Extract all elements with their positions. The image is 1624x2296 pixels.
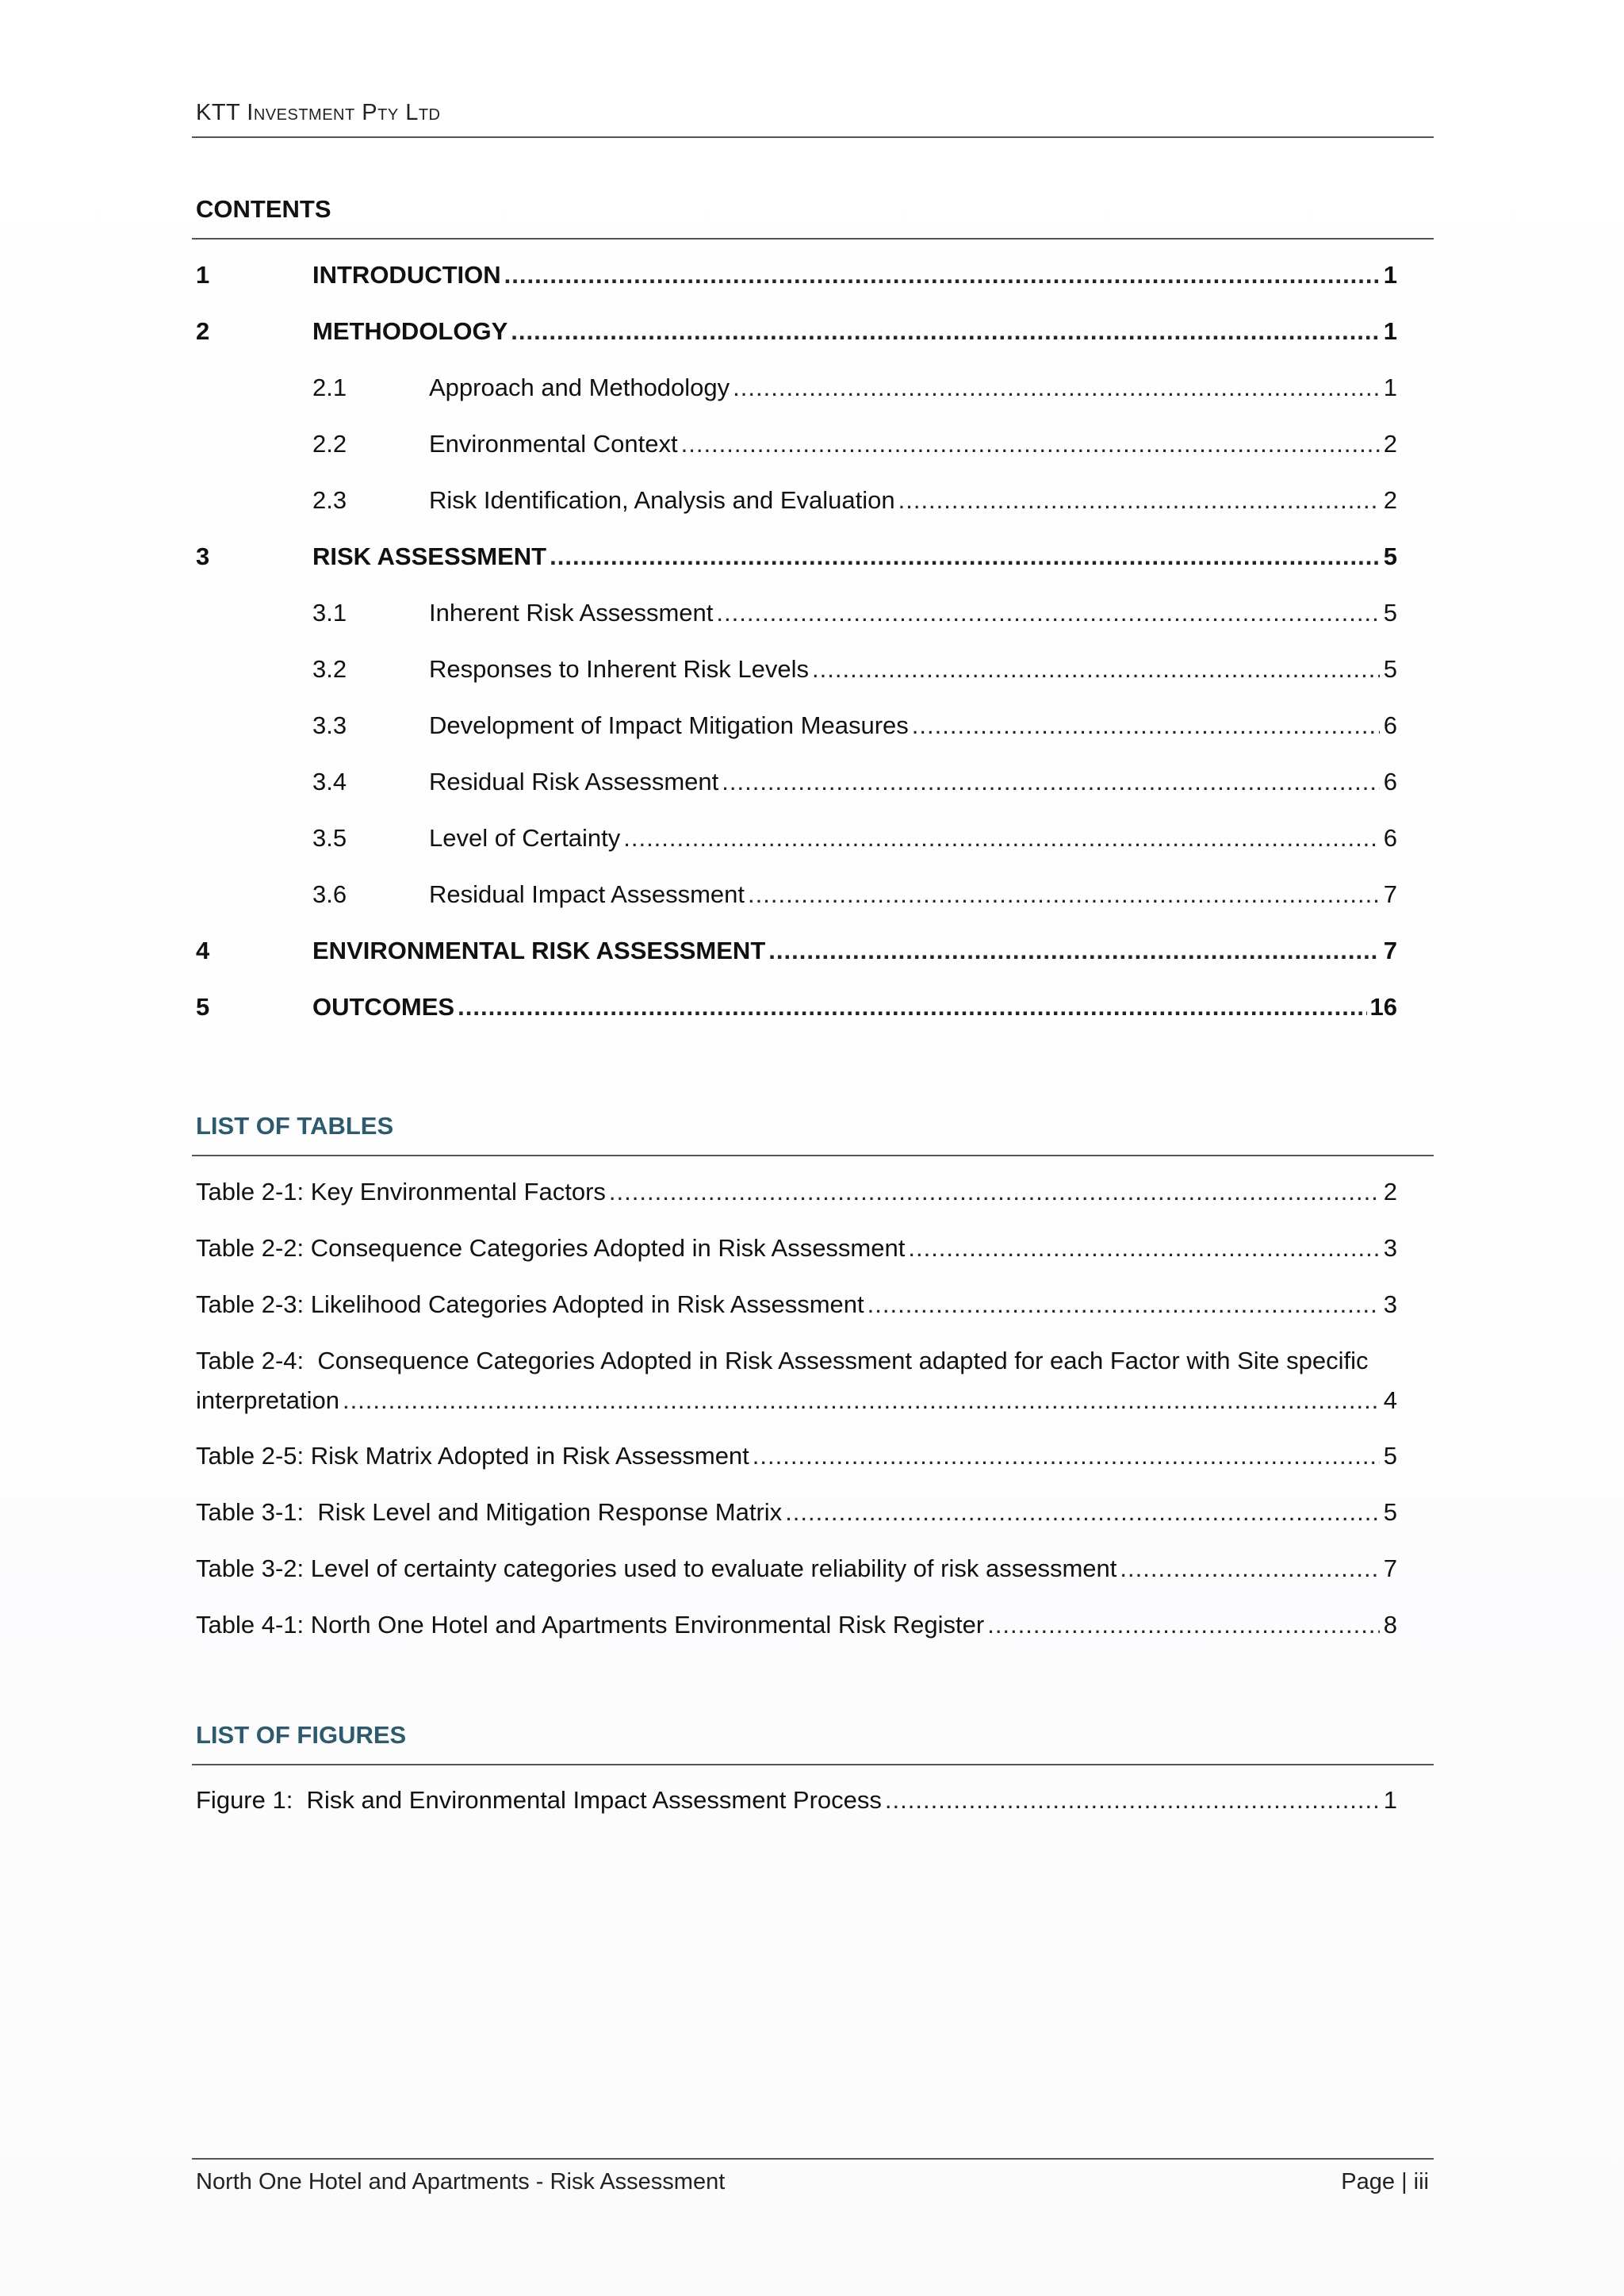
toc-entry-title: Residual Impact Assessment <box>429 880 745 908</box>
table-entry-page: 4 <box>1383 1386 1397 1414</box>
toc-dot-leader <box>898 485 1380 516</box>
toc-entry[interactable] <box>196 316 1397 347</box>
toc-entry-page: 5 <box>1383 599 1397 627</box>
toc-entry-page: 2 <box>1383 486 1397 514</box>
table-entry-page: 3 <box>1383 1234 1397 1262</box>
toc-dot-leader <box>716 597 1380 629</box>
toc-entry-title: INTRODUCTION <box>312 261 501 289</box>
toc-subentry[interactable] <box>312 654 1397 685</box>
toc-entry-number: 3 <box>196 542 210 570</box>
table-list-entry[interactable] <box>196 1440 1397 1472</box>
footer-page-number: Page | iii <box>1341 2169 1429 2194</box>
table-entry-page: 5 <box>1383 1498 1397 1526</box>
figure-list-entry[interactable] <box>196 1784 1397 1816</box>
table-entry-title: Table 2-3: Likelihood Categories Adopted in Risk Assessment <box>196 1290 864 1318</box>
toc-entry-page: 6 <box>1383 711 1397 739</box>
toc-entry-title: Inherent Risk Assessment <box>429 599 714 627</box>
toc-entry-number: 3.2 <box>312 655 347 683</box>
table-entry-title: Table 4-1: North One Hotel and Apartments Environmental Risk Register <box>196 1611 985 1639</box>
toc-entry-title: Approach and Methodology <box>429 374 730 401</box>
toc-subentry[interactable] <box>312 597 1397 629</box>
table-list-entry[interactable] <box>196 1289 1397 1320</box>
toc-dot-leader <box>550 541 1380 573</box>
toc-entry-title: OUTCOMES <box>312 993 455 1021</box>
toc-entry-title: METHODOLOGY <box>312 317 508 345</box>
toc-entry-page: 2 <box>1383 430 1397 458</box>
table-entry-page: 7 <box>1383 1554 1397 1582</box>
toc-entry-number: 3.1 <box>312 599 347 627</box>
toc-entry-page: 16 <box>1369 993 1397 1021</box>
page-footer <box>192 2158 1434 2199</box>
toc-dot-leader <box>812 654 1380 685</box>
toc-subentry[interactable] <box>312 766 1397 798</box>
table-list-entry[interactable] <box>196 1176 1397 1208</box>
toc-entry[interactable] <box>196 935 1397 967</box>
toc-dot-leader <box>504 259 1380 291</box>
toc-dot-leader <box>868 1289 1380 1320</box>
table-list-entry[interactable] <box>196 1553 1397 1585</box>
toc-dot-leader <box>785 1497 1380 1528</box>
table-entry-title-continued: interpretation <box>196 1386 339 1414</box>
toc-entry-title: Responses to Inherent Risk Levels <box>429 655 810 683</box>
toc-dot-leader <box>609 1176 1380 1208</box>
toc-entry[interactable] <box>196 541 1397 573</box>
toc-entry-page: 6 <box>1383 824 1397 852</box>
toc-entry-title: ENVIRONMENTAL RISK ASSESSMENT <box>312 937 766 964</box>
toc-entry-page: 7 <box>1383 937 1397 964</box>
table-list-entry[interactable] <box>196 1497 1397 1528</box>
toc-entry-number: 2 <box>196 317 210 345</box>
table-entry-page: 8 <box>1383 1611 1397 1639</box>
toc-entry-title: Level of Certainty <box>429 824 621 852</box>
toc-entry-page: 7 <box>1383 880 1397 908</box>
toc-entry-number: 3.4 <box>312 768 347 795</box>
toc-entry-title: RISK ASSESSMENT <box>312 542 547 570</box>
toc-entry-number: 2.3 <box>312 486 347 514</box>
toc-dot-leader <box>458 991 1366 1023</box>
toc-entry-page: 1 <box>1383 374 1397 401</box>
contents-heading: CONTENTS <box>192 195 1434 240</box>
toc-dot-leader <box>733 372 1380 404</box>
table-entry-page: 5 <box>1383 1442 1397 1470</box>
table-entry-page: 2 <box>1383 1178 1397 1205</box>
toc-dot-leader <box>511 316 1380 347</box>
toc-entry-page: 6 <box>1383 768 1397 795</box>
table-entry-title: Table 2-4: Consequence Categories Adopted in Risk Assessment adapted for each Factor with Site specific <box>196 1347 1369 1374</box>
toc-entry-page: 5 <box>1383 542 1397 570</box>
toc-entry-number: 5 <box>196 993 210 1021</box>
table-entry-title: Table 2-5: Risk Matrix Adopted in Risk Assessment <box>196 1442 749 1470</box>
toc-entry-number: 1 <box>196 261 210 289</box>
toc-dot-leader <box>343 1381 1380 1420</box>
table-entry-page: 3 <box>1383 1290 1397 1318</box>
toc-entry[interactable] <box>196 259 1397 291</box>
list-of-figures-heading: LIST OF FIGURES <box>192 1721 1434 1765</box>
toc-dot-leader <box>623 822 1380 854</box>
toc-entry[interactable] <box>196 991 1397 1023</box>
toc-dot-leader <box>768 935 1380 967</box>
toc-entry-title: Environmental Context <box>429 430 678 458</box>
toc-dot-leader <box>748 879 1380 910</box>
figure-entry-page: 1 <box>1383 1786 1397 1814</box>
toc-entry-title: Risk Identification, Analysis and Evaluation <box>429 486 895 514</box>
table-entry-title: Table 3-1: Risk Level and Mitigation Response Matrix <box>196 1498 783 1526</box>
toc-entry-number: 2.2 <box>312 430 347 458</box>
list-of-tables-heading: LIST OF TABLES <box>192 1112 1434 1156</box>
page-header <box>192 97 1434 138</box>
toc-dot-leader <box>908 1232 1380 1264</box>
toc-subentry[interactable] <box>312 428 1397 460</box>
table-list-entry[interactable] <box>196 1609 1397 1641</box>
toc-entry-title: Residual Risk Assessment <box>429 768 719 795</box>
header-company-name: KTT Investment Pty Ltd <box>196 100 441 125</box>
toc-dot-leader <box>753 1440 1380 1472</box>
toc-subentry[interactable] <box>312 485 1397 516</box>
toc-entry-number: 3.6 <box>312 880 347 908</box>
toc-entry-number: 2.1 <box>312 374 347 401</box>
toc-dot-leader <box>681 428 1380 460</box>
toc-entry-page: 1 <box>1383 261 1397 289</box>
table-entry-title: Table 2-2: Consequence Categories Adopted in Risk Assessment <box>196 1234 906 1262</box>
footer-document-title: North One Hotel and Apartments - Risk Assessment <box>196 2169 726 2194</box>
table-entry-continuation <box>196 1381 1397 1420</box>
toc-entry-page: 5 <box>1383 655 1397 683</box>
toc-entry-title: Development of Impact Mitigation Measures <box>429 711 909 739</box>
toc-dot-leader <box>1120 1553 1380 1585</box>
toc-dot-leader <box>885 1784 1380 1816</box>
table-entry-title: Table 2-1: Key Environmental Factors <box>196 1178 606 1205</box>
toc-subentry[interactable] <box>312 879 1397 910</box>
toc-entry-page: 1 <box>1383 317 1397 345</box>
figure-entry-title: Figure 1: Risk and Environmental Impact Assessment Process <box>196 1786 882 1814</box>
toc-entry-number: 4 <box>196 937 210 964</box>
table-entry-title: Table 3-2: Level of certainty categories used to evaluate reliability of risk assessment <box>196 1554 1117 1582</box>
toc-dot-leader <box>722 766 1380 798</box>
toc-dot-leader <box>987 1609 1380 1641</box>
table-list-entry[interactable] <box>196 1232 1397 1264</box>
toc-subentry[interactable] <box>312 710 1397 742</box>
toc-entry-number: 3.5 <box>312 824 347 852</box>
toc-dot-leader <box>912 710 1380 742</box>
toc-subentry[interactable] <box>312 372 1397 404</box>
toc-entry-number: 3.3 <box>312 711 347 739</box>
toc-subentry[interactable] <box>312 822 1397 854</box>
table-list-entry[interactable] <box>196 1341 1397 1420</box>
